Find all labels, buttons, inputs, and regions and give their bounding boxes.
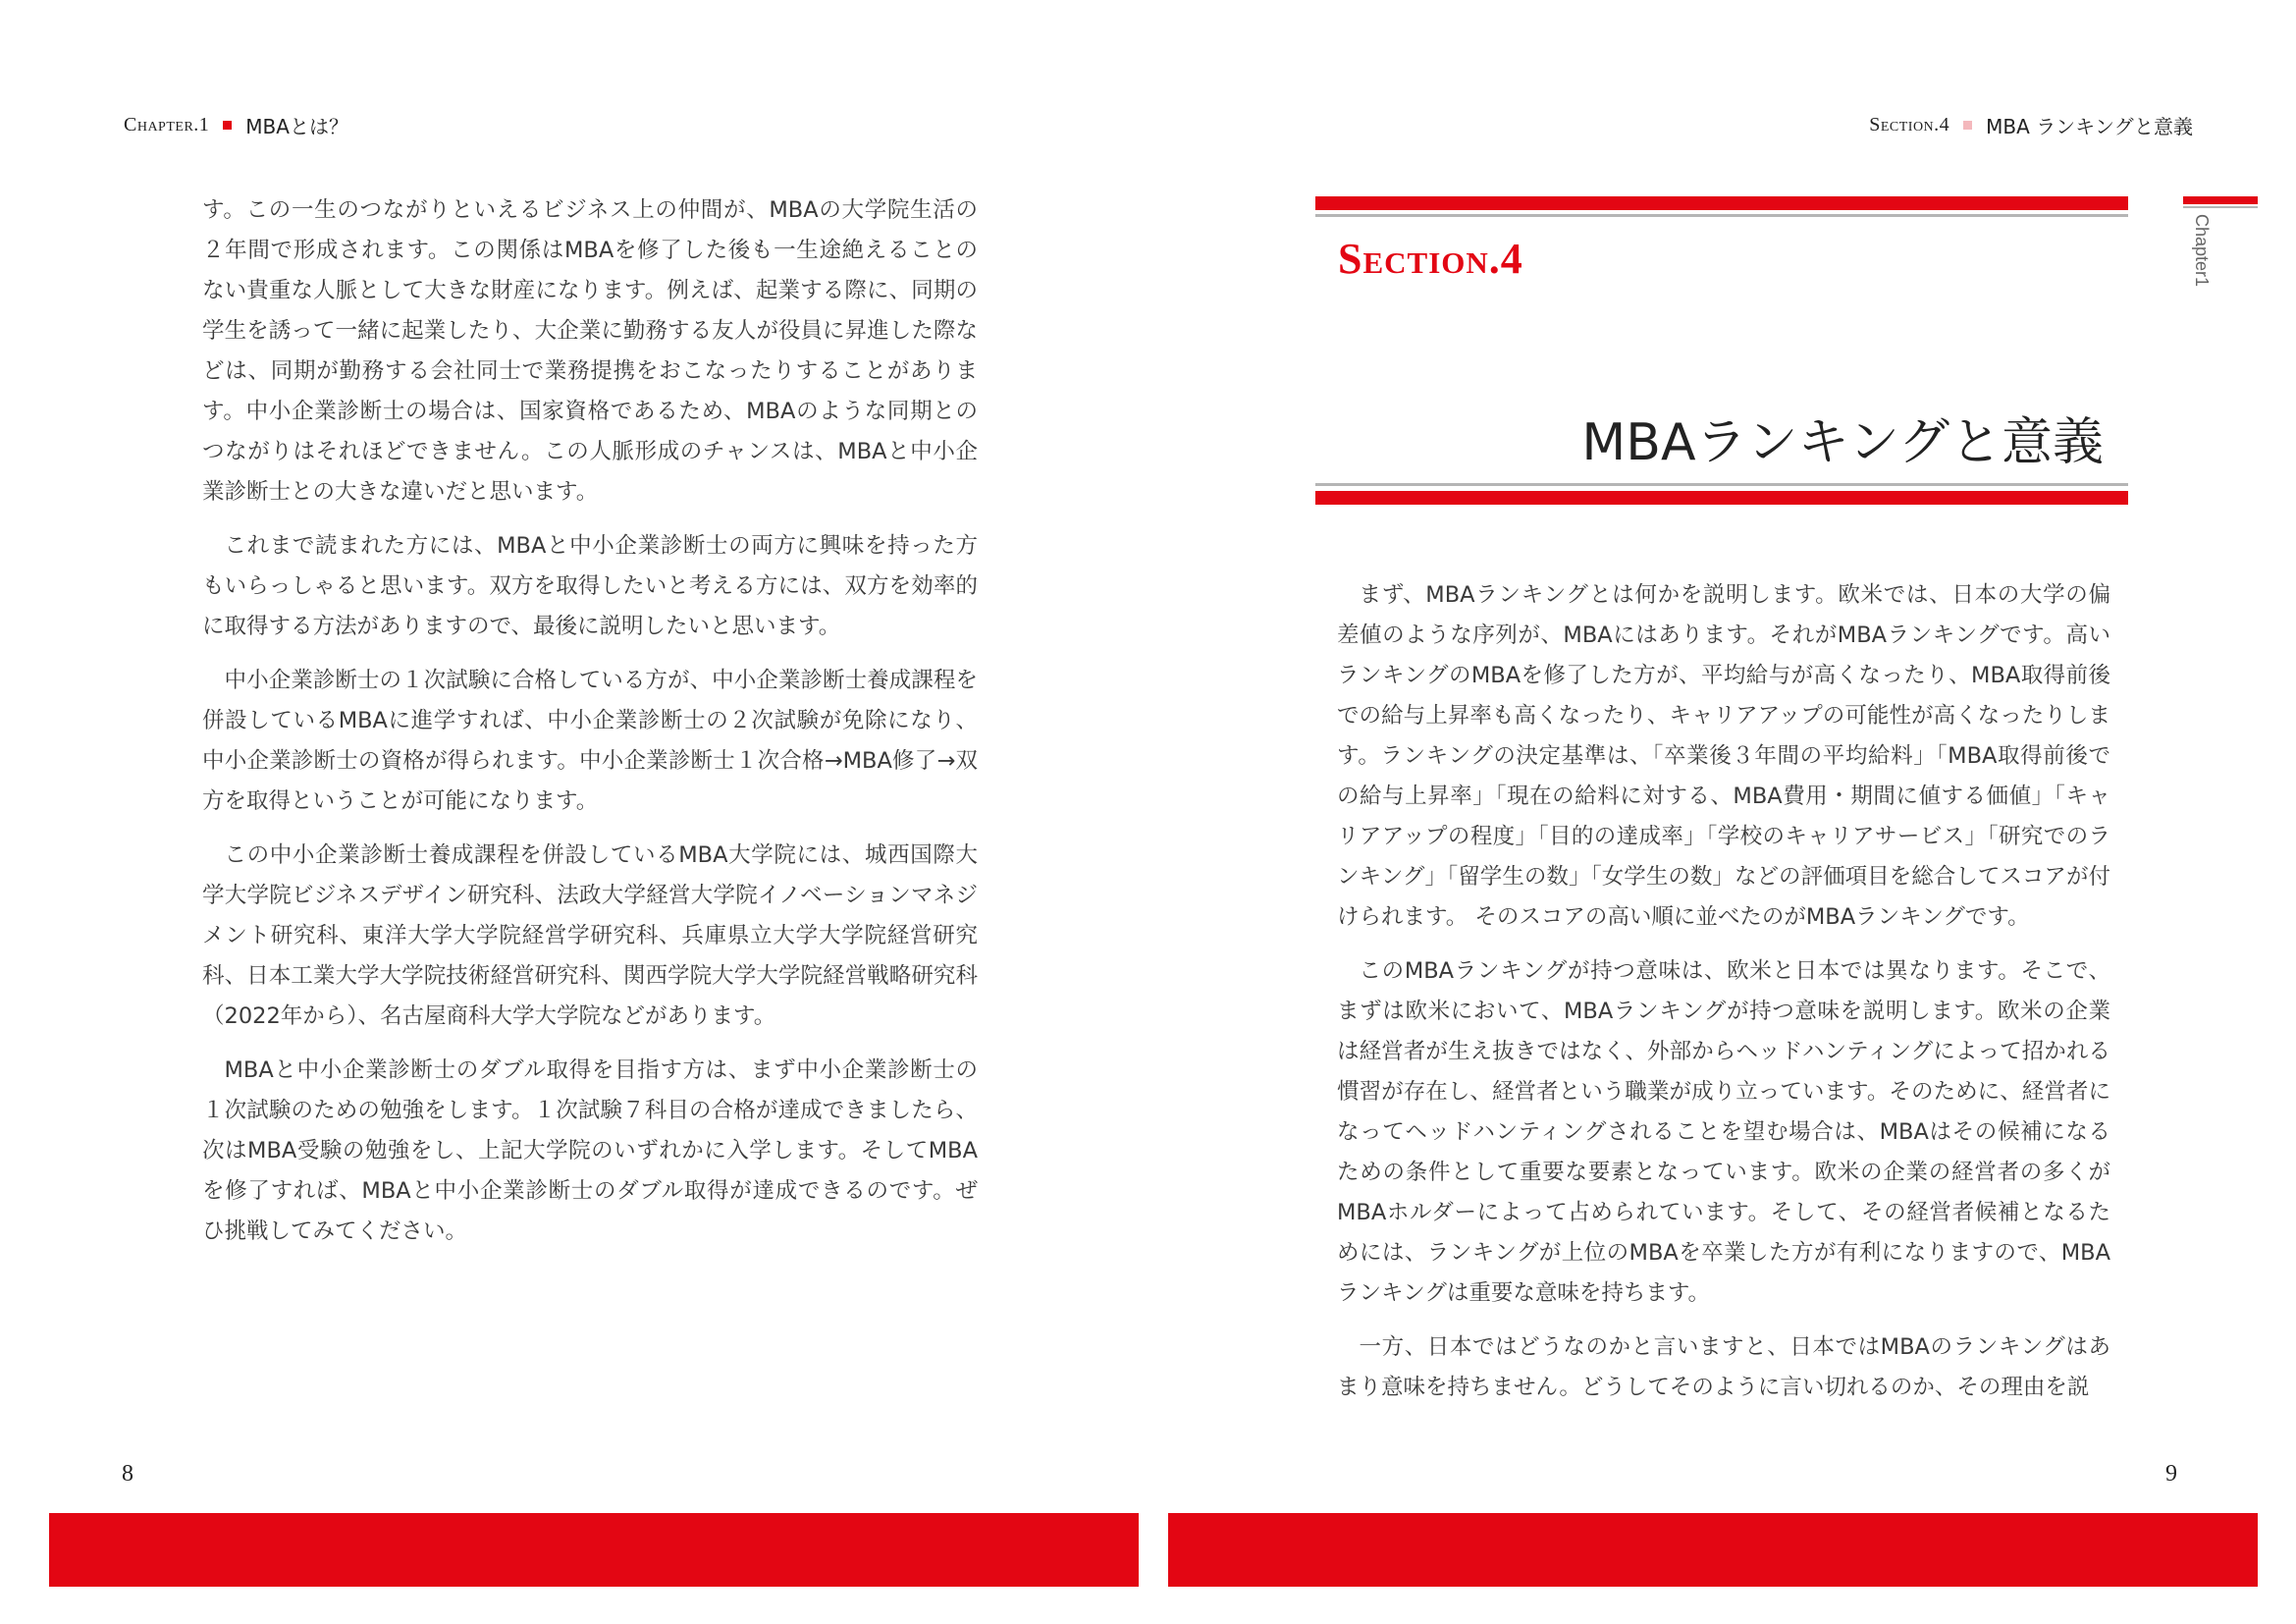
paragraph: 中小企業診断士の１次試験に合格している方が、中小企業診断士養成課程を併設しているMBAに進学すれば、中小企業診断士の２次試験が免除になり、中小企業診断士の資格が得られます。中小企業診断士１次合格→MBA修了→双方を取得ということが可能になります。 [202,668,978,814]
paragraph: す。この一生のつながりといえるビジネス上の仲間が、MBAの大学院生活の２年間で形成されます。この関係はMBAを修了した後も一生途絶えることのない貴重な人脈として大きな財産になります。例えば、起業する際に、同期の学生を誘って一緒に起業したり、大企業に勤務する友人が役員に昇進した際などは、同期が勤務する会社同士で業務提携をおこなったりすることがあります。中小企業診断士の場合は、国家資格であるため、MBAのような同期とのつながりはそれほどできません。この人脈形成のチャンスは、MBAと中小企業診断士との大きな違いだと思います。 [202,197,978,505]
header-bullet-icon [1963,121,1972,130]
left-page-body [202,190,978,1266]
section-label: Section.4 [1338,235,1523,283]
page-number-left: 8 [122,1461,133,1487]
paragraph: 一方、日本ではどうなのかと言いますと、日本ではMBAのランキングはあまり意味を持ちません。どうしてそのように言い切れるのか、その理由を説 [1337,1334,2110,1400]
paragraph: まず、MBAランキングとは何かを説明します。欧米では、日本の大学の偏差値のような序列が、MBAにはあります。それがMBAランキングです。高いランキングのMBAを修了した方が、平均給与が高くなったり、MBA取得前後での給与上昇率も高くなったり、キャリアアップの可能性が高くなったりします。ランキングの決定基準は、「卒業後３年間の平均給料」「MBA取得前後での給与上昇率」「現在の給料に対する、MBA費用・期間に値する価値」「キャリアアップの程度」「目的の達成率」「学校のキャリアサービス」「研究でのランキング」「留学生の数」「女学生の数」などの評価項目を総合してスコアが付けられます。 そのスコアの高い順に並べたのがMBAランキングです。 [1337,582,2110,930]
section-rule-top-thin [1315,214,2128,217]
section-header-label: Section.4 [1869,114,1950,135]
paragraph: MBAと中小企業診断士のダブル取得を目指す方は、まず中小企業診断士の１次試験のための勉強をします。１次試験７科目の合格が達成できましたら、次はMBA受験の勉強をし、上記大学院のいずれかに入学します。そしてMBAを修了すれば、MBAと中小企業診断士のダブル取得が達成できるのです。ぜひ挑戦してみてください。 [202,1057,978,1244]
running-header-left [124,111,348,139]
section-header-title: MBA ランキングと意義 [1986,115,2193,138]
footer-bar-left [49,1513,1139,1587]
side-tab-rule [2183,206,2258,208]
section-rule-bottom [1315,491,2128,505]
section-title: MBAランキングと意義 [1581,413,2104,472]
section-rule-bottom-thin [1315,483,2128,486]
running-header-right [1869,111,2193,139]
footer-bar-right [1168,1513,2258,1587]
paragraph: この中小企業診断士養成課程を併設しているMBA大学院には、城西国際大学大学院ビジネスデザイン研究科、法政大学経営大学院イノベーションマネジメント研究科、東洋大学大学院経営学研究科、兵庫県立大学大学院経営研究科、日本工業大学大学院技術経営研究科、関西学院大学大学院経営戦略研究科（2022年から）、名古屋商科大学大学院などがあります。 [202,842,978,1029]
right-page-body [1337,575,2110,1422]
paragraph: このMBAランキングが持つ意味は、欧米と日本では異なります。そこで、まずは欧米において、MBAランキングが持つ意味を説明します。欧米の企業は経営者が生え抜きではなく、外部からヘッドハンティングによって招かれる慣習が存在し、経営者という職業が成り立っています。そのために、経営者になってヘッドハンティングされることを望む場合は、MBAはその候補になるための条件として重要な要素となっています。欧米の企業の経営者の多くがMBAホルダーによって占められています。そして、その経営者候補となるためには、ランキングが上位のMBAを卒業した方が有利になりますので、MBAランキングは重要な意味を持ちます。 [1337,958,2110,1306]
chapter-title: MBAとは？ [245,115,348,138]
page-number-right: 9 [2165,1461,2177,1487]
section-rule-top [1315,196,2128,210]
paragraph: これまで読まれた方には、MBAと中小企業診断士の両方に興味を持った方もいらっしゃると思います。双方を取得したいと考える方には、双方を効率的に取得する方法がありますので、最後に説明したいと思います。 [202,533,978,639]
chapter-label: Chapter.1 [124,114,210,135]
side-tab-label: Chapter1 [2192,214,2212,288]
header-bullet-icon [223,121,232,130]
side-tab-bar [2183,196,2258,204]
